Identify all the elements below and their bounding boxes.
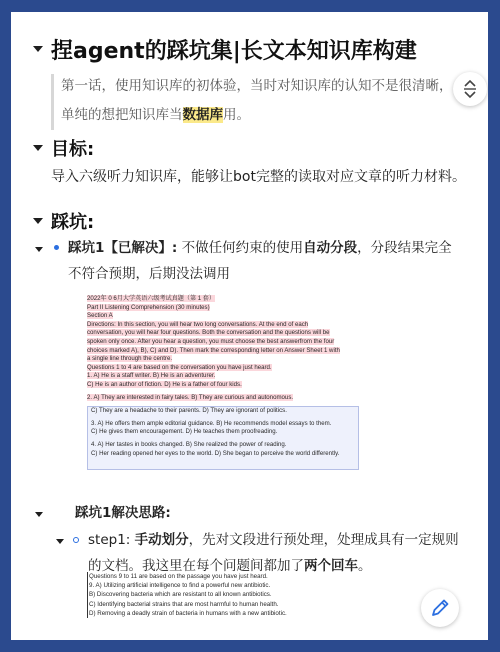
blue-lines — [91, 407, 339, 458]
collapse-title-icon[interactable] — [33, 46, 43, 52]
collapse-solution-icon[interactable] — [35, 512, 43, 517]
item1-bold: 自动分段 — [303, 240, 358, 256]
pink-line: Directions: In this section, you will hear two long conversations. At the end of each — [87, 320, 309, 328]
blue-line: 3. A) He offers them ample editorial guidance. B) He recommends model essays to them. — [91, 419, 332, 427]
pink-line: conversation, you will hear four questions. Both the conversation and the questions will be — [87, 329, 330, 337]
question-doc-image — [87, 295, 367, 472]
question-doc-image-2 — [87, 572, 367, 618]
bullet-ring-icon — [73, 537, 79, 543]
pink-line: Part II Listening Comprehension (30 minutes) — [87, 303, 210, 311]
blue-line: C) He gives them encouragement. D) He teaches them proofreading. — [91, 428, 278, 436]
pitfalls-heading: 踩坑: — [51, 212, 95, 233]
solution-heading: 踩坑1解决思路: — [75, 505, 171, 521]
pencil-icon — [421, 589, 459, 627]
step1-text1: ，先对文段进行预处理，处理成具有一定规则的文档。我这里在每个问题间都加了 — [88, 532, 459, 574]
edit-button[interactable] — [421, 589, 459, 627]
step1-text2: 。 — [358, 558, 372, 574]
pink-block — [87, 295, 367, 390]
doc2-line: D) Removing a deadly strain of bacteria in humans with a new antibiotic. — [89, 609, 287, 617]
bullet-dot-icon — [54, 245, 59, 250]
document-page — [11, 12, 488, 640]
blue-line: C) They are a headache to their parents. D) They are ignorant of politics. — [91, 407, 287, 415]
pink-line: spoken only once. After you hear a question, you must choose the best answerfrom the four — [87, 337, 335, 345]
pink-line: choices marked A), B), C) and D). Then mark the corresponding letter on Answer Sheet 1 with — [87, 346, 340, 354]
collapse-item1-icon[interactable] — [35, 247, 43, 252]
blue-line: C) Her reading opened her eyes to the world. D) She began to perceive the world differently. — [91, 449, 340, 457]
pink-line: C) He is an author of fiction. D) He is a father of four kids. — [87, 380, 242, 388]
pink-line: Questions 1 to 4 are based on the conversation you have just heard. — [87, 363, 272, 371]
intro-suffix: 用。 — [223, 107, 250, 123]
goal-text: 导入六级听力知识库，能够让bot完整的读取对应文章的听力材料。 — [51, 169, 466, 185]
doc2-line: 9. A) Utilizing artificial intelligence to find a powerful new antibiotic. — [89, 582, 271, 590]
item1-label: 踩坑1【已解决】: — [68, 240, 178, 256]
pink-line: 2022年 0 6月大学英语六级考试真题（第 1 套） — [87, 295, 215, 302]
step1-bold2: 两个回车 — [304, 558, 358, 574]
collapse-goal-icon[interactable] — [33, 145, 43, 151]
scroll-arrows-icon — [453, 72, 487, 106]
doc2-line: Questions 9 to 11 are based on the passage you have just heard. — [89, 573, 268, 580]
item1-text2: ，分段结果完全不符合预期，后期没法调用 — [68, 240, 452, 282]
doc2-line: B) Discovering bacteria which are resistant to all known antibiotics. — [89, 591, 272, 599]
collapse-pitfalls-icon[interactable] — [33, 218, 43, 224]
pink-line-2: 2. A) They are interested in fairy tales. B) They are curious and autonomous. — [87, 393, 294, 401]
item1-text: 不做任何约束的使用 — [181, 240, 304, 256]
step1-label: step1: — [88, 532, 131, 548]
scroll-button[interactable] — [453, 72, 487, 106]
pink-line: Section A — [87, 312, 113, 320]
doc2-line: C) Identifying bacterial strains that are most harmful to human health. — [89, 600, 279, 608]
pink-line: 1. A) He is a staff writer. B) He is an adventurer. — [87, 372, 216, 380]
goal-heading: 目标: — [51, 139, 95, 160]
quote-bar — [51, 74, 54, 130]
collapse-step1-icon[interactable] — [56, 539, 64, 544]
intro-highlight: 数据库 — [182, 107, 223, 123]
step1-bold1: 手动划分 — [134, 532, 189, 548]
intro-quote — [61, 72, 461, 130]
blue-line: 4. A) Her tastes in books changed. B) She realized the power of reading. — [91, 440, 287, 448]
page-title: 捏agent的踩坑集|长文本知识库构建 — [51, 39, 417, 64]
intro-text: 第一话，使用知识库的初体验，当时对知识库的认知不是很清晰，单纯的想把知识库当 — [61, 78, 453, 123]
pink-line: a single line through the centre. — [87, 355, 173, 363]
pitfall-item-1 — [68, 235, 463, 287]
